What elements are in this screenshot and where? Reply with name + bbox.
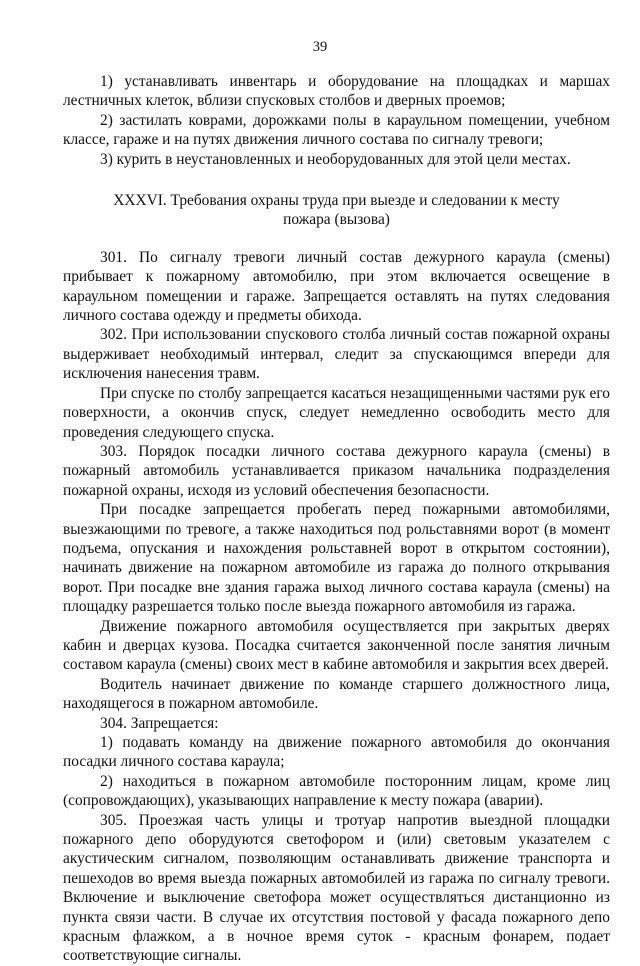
paragraph: 302. При использовании спускового столба личный состав пожарной охраны выдерживает необходимый интервал, следит за спускающимся впереди для исключения нанесения травм. xyxy=(63,326,610,383)
paragraph: При спуске по столбу запрещается касаться незащищенными частями рук его поверхности, а окончив спуск, следует немедленно освободить место для проведения следующего спуска. xyxy=(63,384,610,441)
paragraph: 3) курить в неустановленных и необорудованных для этой цели местах. xyxy=(100,150,571,168)
section-heading-line: XXXVI. Требования охраны труда при выезде и следовании к месту xyxy=(113,192,560,210)
paragraph: 304. Запрещается: xyxy=(100,714,219,732)
paragraph: 305. Проезжая часть улицы и тротуар напротив выездной площадки пожарного депо оборудуются светофором и (или) световым указателем с акустическим сигналом, позволяющим останавливать движение транспорта и пешеходов во время выезда пожарных автомобилей из гаража по сигналу тревоги. Включение и выключение светофора может осуществляться дистанционно из пункта связи части. В случае их отсутствия постовой у фасада пожарного депо красным флажком, а в ночное время суток - красным фонарем, подает соответствующие сигналы. xyxy=(63,811,610,965)
paragraph: При посадке запрещается пробегать перед пожарными автомобилями, выезжающими по тревоге, а также находиться под рольставнями ворот (в момент подъема, опускания и нахождения рольставней ворот в открытом состоянии), начинать движение на пожарном автомобиле из гаража до полного открывания ворот. При посадке вне здания гаража выход личного состава караула (смены) на площадку разрешается только после выезда пожарного автомобиля из гаража. xyxy=(63,501,610,616)
paragraph: 2) застилать коврами, дорожками полы в караульном помещении, учебном классе, гараже и на путях движения личного состава по сигналу тревоги; xyxy=(63,111,610,149)
section-heading xyxy=(63,191,610,230)
page-number: 39 xyxy=(312,39,328,55)
paragraph: 1) подавать команду на движение пожарного автомобиля до окончания посадки личного состава караула; xyxy=(63,734,610,771)
paragraph: 1) устанавливать инвентарь и оборудование на площадках и маршах лестничных клеток, вблизи спусковых столбов и дверных проемов; xyxy=(63,73,610,110)
paragraph: 301. По сигналу тревоги личный состав дежурного караула (смены) прибывает к пожарному автомобилю, при этом включается освещение в караульном помещении и гараже. Запрещается оставлять на путях следования личного состава одежду и предметы обихода. xyxy=(63,248,610,325)
document-body xyxy=(63,72,610,966)
paragraph: Движение пожарного автомобиля осуществляется при закрытых дверях кабин и дверцах кузова. Посадка считается законченной после занятия личным составом караула (смены) своих мест в кабине автомобиля и закрытия всех дверей. xyxy=(63,617,610,674)
paragraph: 303. Порядок посадки личного состава дежурного караула (смены) в пожарный автомобиль устанавливается приказом начальника подразделения пожарной охраны, исходя из условий обеспечения безопасности. xyxy=(63,442,610,499)
paragraph: Водитель начинает движение по команде старшего должностного лица, находящегося в пожарном автомобиле. xyxy=(63,675,610,713)
section-heading-line: пожара (вызова) xyxy=(283,211,390,229)
paragraph: 2) находиться в пожарном автомобиле посторонним лицам, кроме лиц (сопровождающих), указывающих направление к месту пожара (аварии). xyxy=(63,772,610,810)
